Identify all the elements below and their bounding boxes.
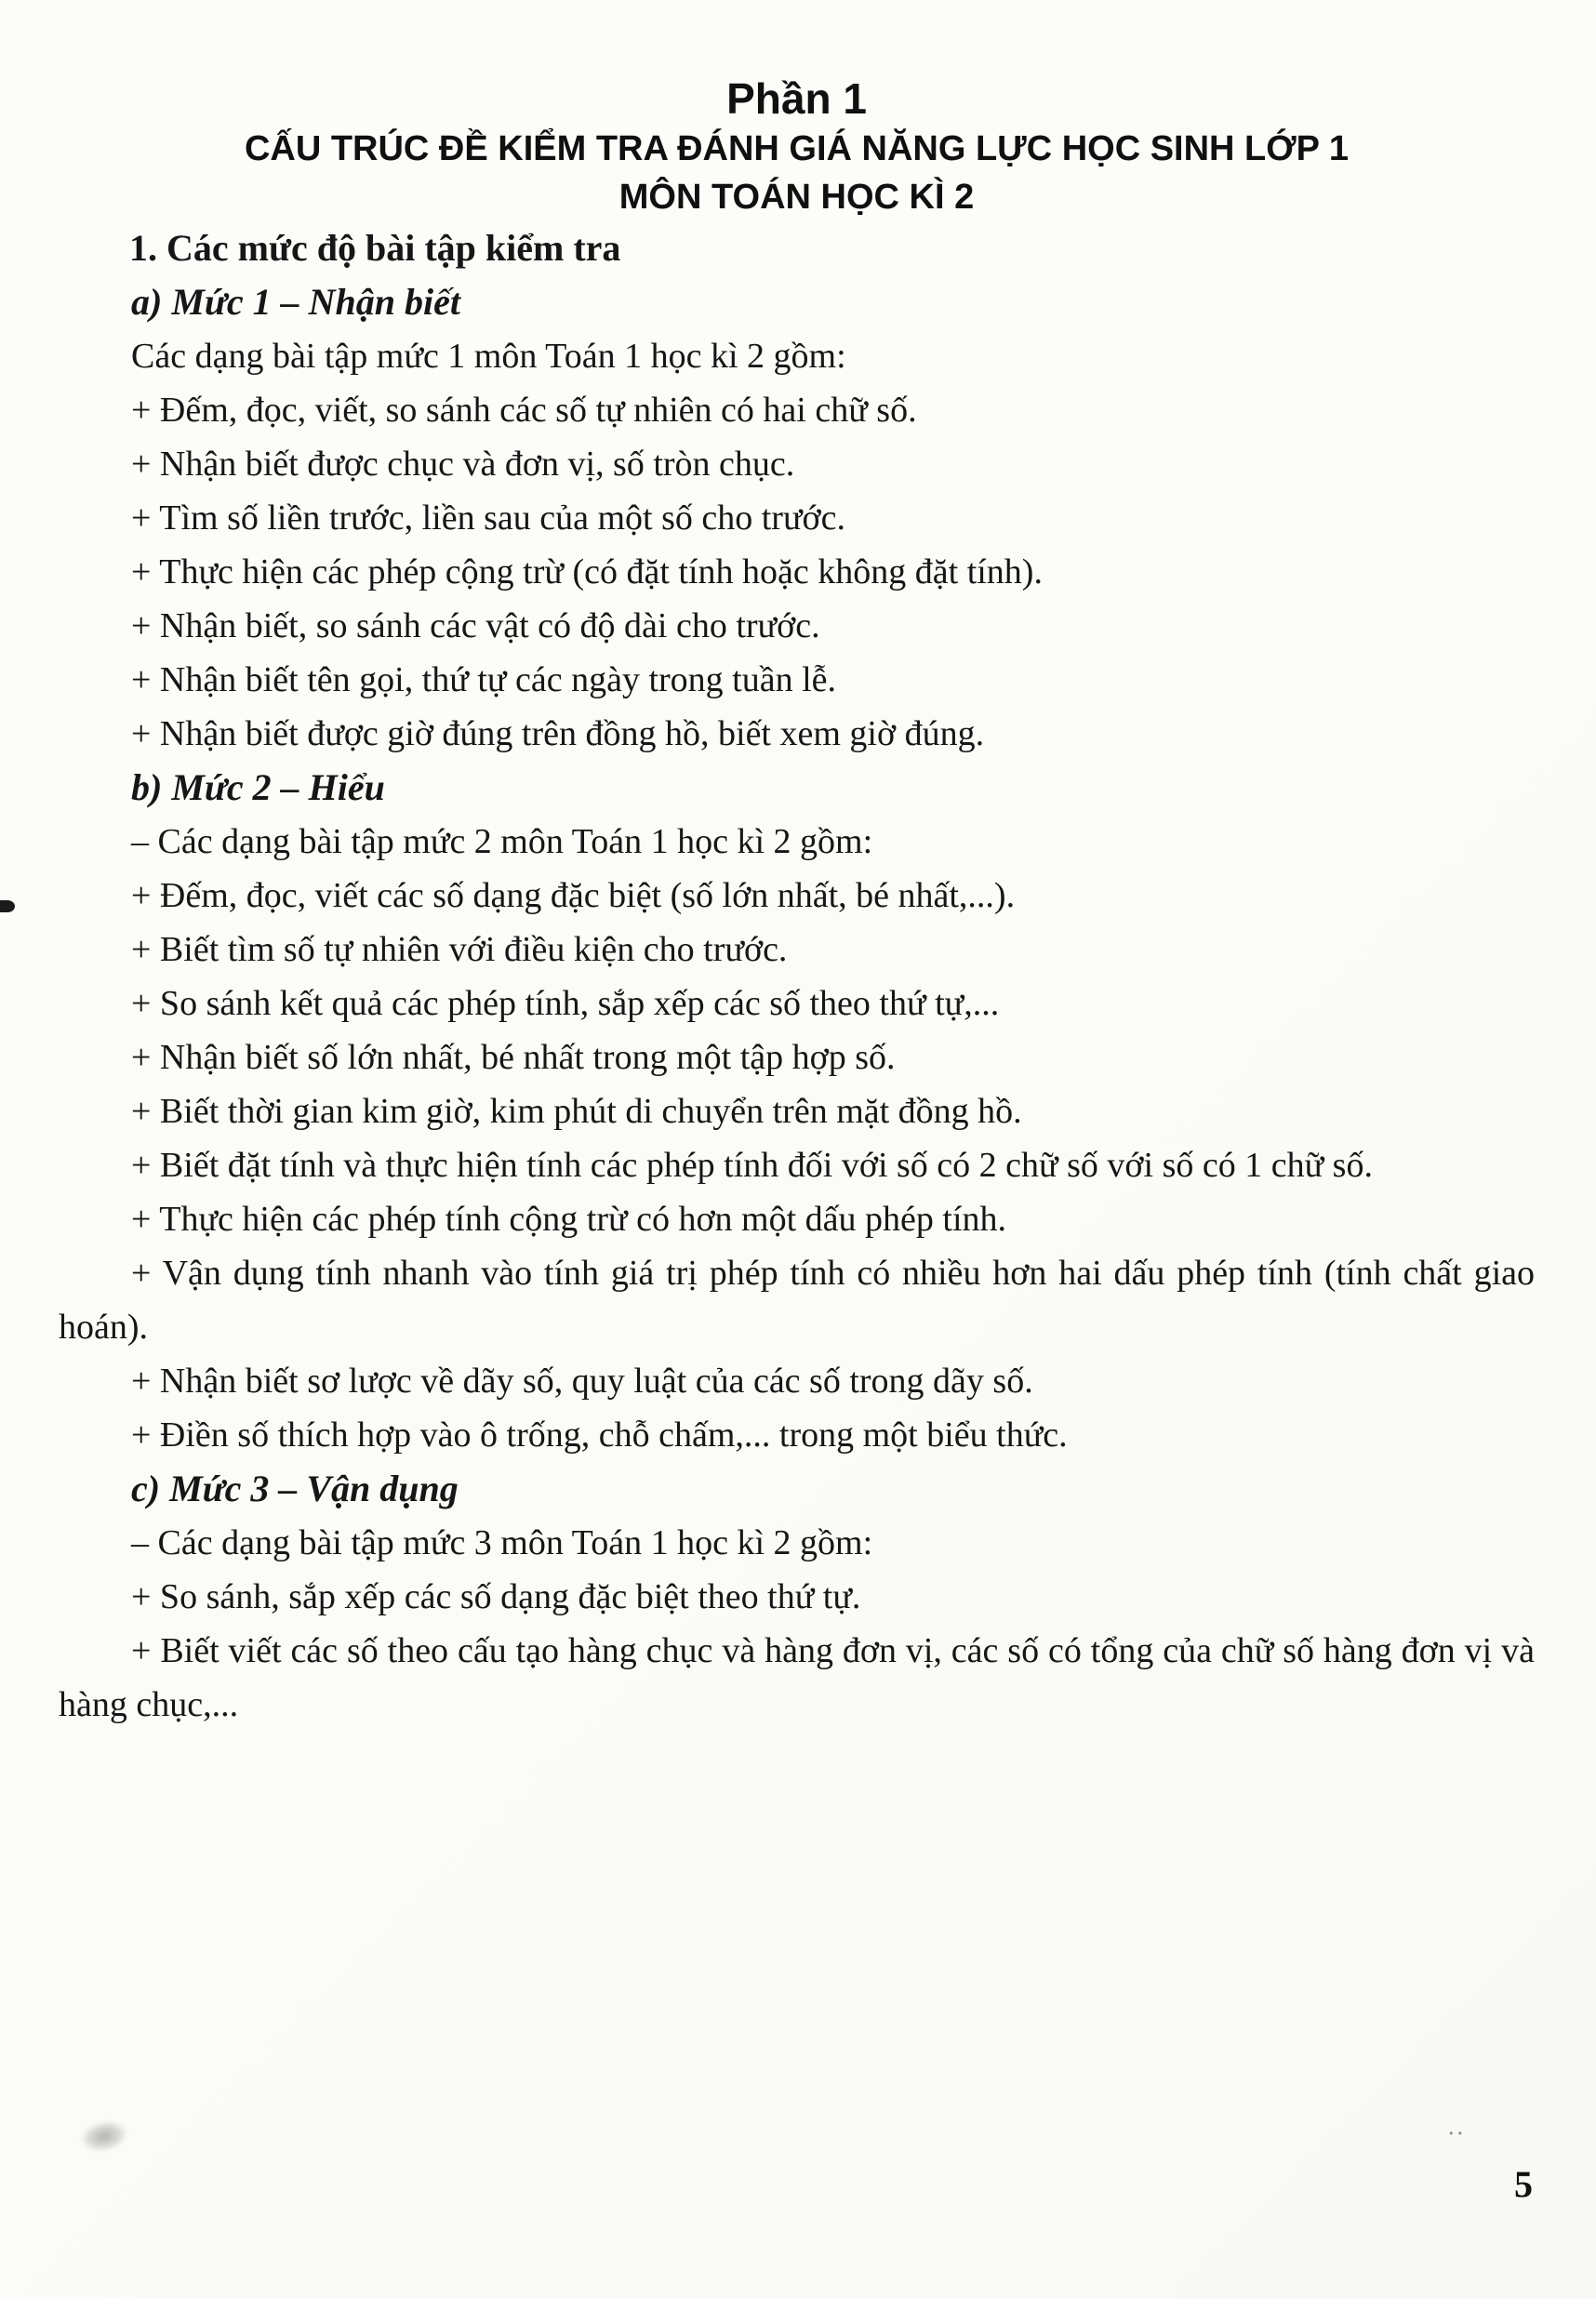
document-title-line-2: MÔN TOÁN HỌC KÌ 2 [618, 178, 975, 217]
list-item: + Nhận biết được giờ đúng trên đồng hồ, biết xem giờ đúng. [131, 714, 985, 753]
list-item: + Điền số thích hợp vào ô trống, chỗ chấm,... trong một biểu thức. [131, 1415, 1068, 1455]
level-c-intro: – Các dạng bài tập mức 3 môn Toán 1 học kì 2 gồm: [131, 1523, 873, 1562]
level-a-heading: a) Mức 1 – Nhận biết [131, 281, 460, 323]
document-title-line-1: CẤU TRÚC ĐỀ KIỂM TRA ĐÁNH GIÁ NĂNG LỰC HỌC SINH LỚP 1 [244, 129, 1350, 168]
smudge-artifact [79, 2118, 128, 2154]
list-item: + Tìm số liền trước, liền sau của một số cho trước. [131, 498, 846, 538]
list-item: + Biết viết các số theo cấu tạo hàng chục và hàng đơn vị, các số có tổng của chữ số hàng đơn vị và hàng chục,... [59, 1631, 1535, 1724]
list-item: + Vận dụng tính nhanh vào tính giá trị phép tính có nhiều hơn hai dấu phép tính (tính chất giao hoán). [59, 1254, 1535, 1347]
list-item: + So sánh kết quả các phép tính, sắp xếp các số theo thứ tự,... [131, 984, 1000, 1023]
section-heading: 1. Các mức độ bài tập kiểm tra [129, 227, 621, 269]
list-item: + Nhận biết sơ lược về dãy số, quy luật của các số trong dãy số. [131, 1362, 1033, 1401]
list-item: + Biết đặt tính và thực hiện tính các phép tính đối với số có 2 chữ số với số có 1 chữ số. [131, 1146, 1373, 1185]
list-item: + Nhận biết, so sánh các vật có độ dài cho trước. [131, 606, 820, 645]
list-item: + So sánh, sắp xếp các số dạng đặc biệt theo thứ tự. [131, 1577, 861, 1616]
margin-mark [0, 900, 15, 912]
part-title: Phần 1 [726, 74, 867, 123]
list-item: + Nhận biết được chục và đơn vị, số tròn chục. [131, 445, 795, 484]
scan-artifact: .. [1448, 2113, 1466, 2140]
level-a-intro: Các dạng bài tập mức 1 môn Toán 1 học kì 2 gồm: [131, 337, 846, 376]
list-item: + Thực hiện các phép tính cộng trừ có hơn một dấu phép tính. [131, 1200, 1007, 1239]
list-item: + Biết tìm số tự nhiên với điều kiện cho trước. [131, 930, 788, 969]
level-b-heading: b) Mức 2 – Hiểu [131, 766, 385, 808]
list-item: + Thực hiện các phép cộng trừ (có đặt tính hoặc không đặt tính). [131, 552, 1043, 591]
list-item: + Nhận biết tên gọi, thứ tự các ngày trong tuần lễ. [131, 660, 837, 699]
page-number: 5 [1514, 2163, 1533, 2205]
list-item: + Nhận biết số lớn nhất, bé nhất trong một tập hợp số. [131, 1038, 896, 1077]
level-b-intro: – Các dạng bài tập mức 2 môn Toán 1 học kì 2 gồm: [131, 822, 873, 861]
list-item: + Biết thời gian kim giờ, kim phút di chuyển trên mặt đồng hồ. [131, 1092, 1022, 1131]
list-item: + Đếm, đọc, viết, so sánh các số tự nhiên có hai chữ số. [131, 391, 917, 430]
level-c-heading: c) Mức 3 – Vận dụng [131, 1468, 459, 1509]
list-item: + Đếm, đọc, viết các số dạng đặc biệt (số lớn nhất, bé nhất,...). [131, 876, 1016, 915]
